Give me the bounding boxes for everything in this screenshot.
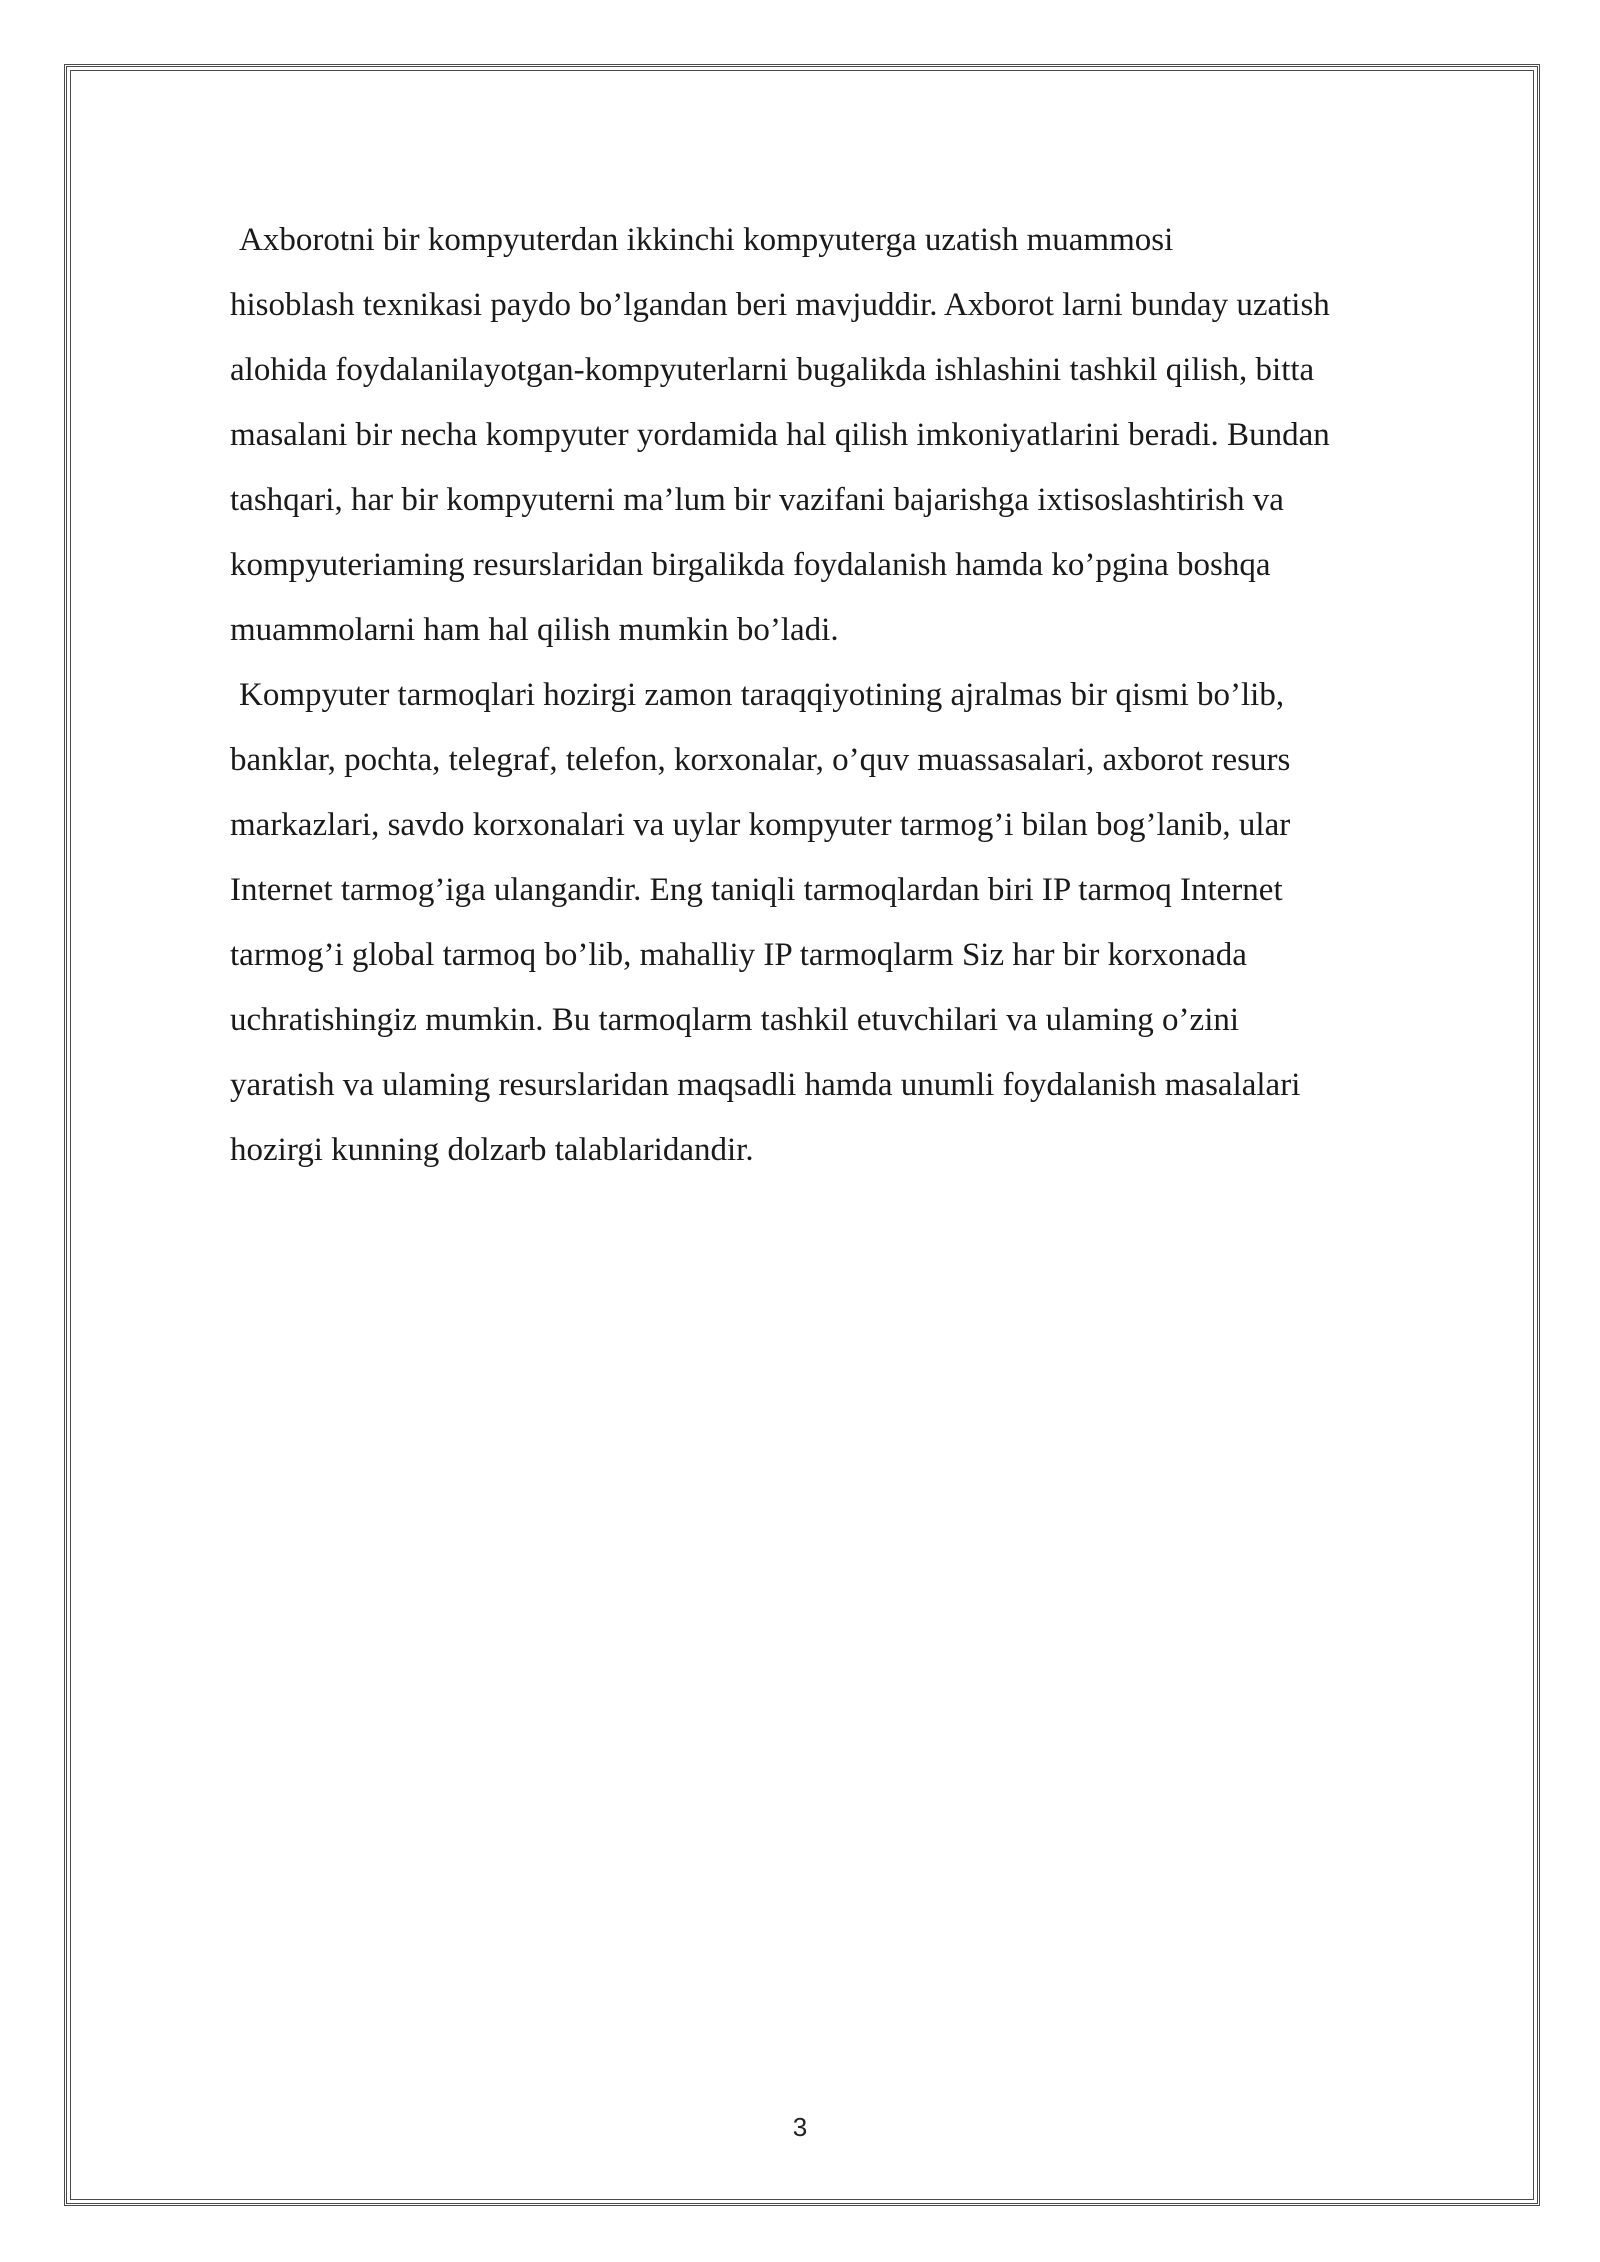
text-line: yaratish va ulaming resurslaridan maqsadli hamda unumli foydalanish masalalari — [230, 1067, 1301, 1103]
text-line: muammolarni ham hal qilish mumkin bo’ladi. — [230, 612, 839, 648]
text-line: markazlari, savdo korxonalari va uylar kompyuter tarmog’i bilan bog’lanib, ular — [230, 807, 1291, 843]
text-line: masalani bir necha kompyuter yordamida hal qilish imkoniyatlarini beradi. Bundan — [230, 417, 1330, 453]
text-line: hisoblash texnikasi paydo bo’lgandan beri mavjuddir. Axborot larni bunday uzatish — [230, 287, 1330, 323]
text-line: tarmog’i global tarmoq bo’lib, mahalliy IP tarmoqlarm Siz har bir korxonada — [230, 937, 1247, 973]
text-line: hozirgi kunning dolzarb talablaridandir. — [230, 1132, 754, 1168]
paragraph-1 — [230, 208, 1490, 663]
text-line: Axborotni bir kompyuterdan ikkinchi kompyuterga uzatish muammosi — [239, 222, 1174, 258]
text-line: kompyuteriaming resurslaridan birgalikda foydalanish hamda ko’pgina boshqa — [230, 547, 1271, 583]
text-line: Kompyuter tarmoqlari hozirgi zamon taraqqiyotining ajralmas bir qismi bo’lib, — [239, 677, 1285, 713]
text-line: Internet tarmog’iga ulangandir. Eng taniqli tarmoqlardan biri IP tarmoq Internet — [230, 872, 1283, 908]
page-number: 3 — [792, 2112, 808, 2142]
text-line: alohida foydalanilayotgan-kompyuterlarni bugalikda ishlashini tashkil qilish, bitta — [230, 352, 1315, 388]
paragraph-2 — [230, 663, 1490, 1183]
text-line: tashqari, har bir kompyuterni ma’lum bir vazifani bajarishga ixtisoslashtirish va — [230, 482, 1284, 518]
document-body — [230, 208, 1490, 1183]
text-line: banklar, pochta, telegraf, telefon, korxonalar, o’quv muassasalari, axborot resurs — [230, 742, 1291, 778]
text-line: uchratishingiz mumkin. Bu tarmoqlarm tashkil etuvchilari va ulaming o’zini — [230, 1002, 1240, 1038]
